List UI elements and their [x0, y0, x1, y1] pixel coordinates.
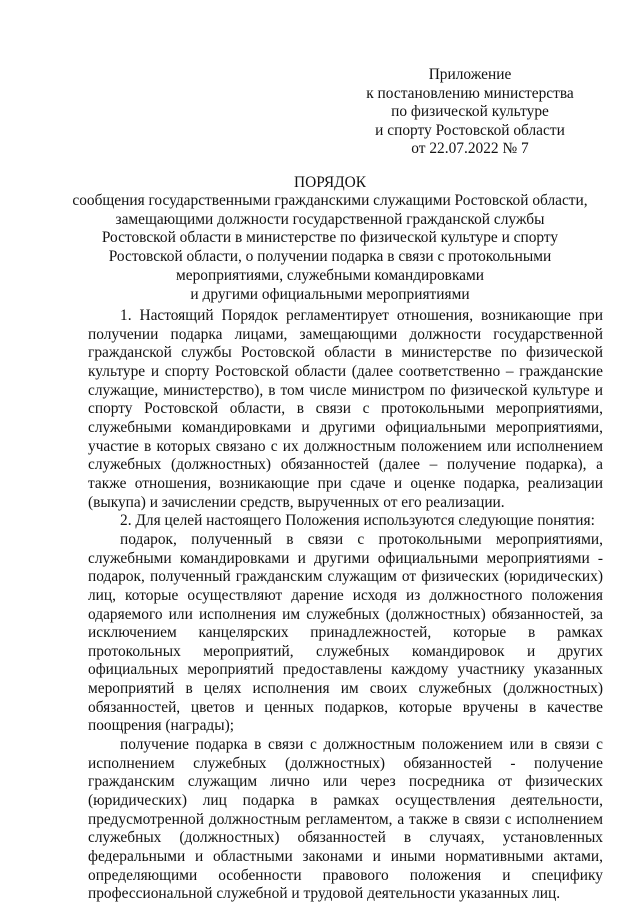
document-body — [88, 307, 603, 904]
appendix-line: по физической культуре — [391, 103, 549, 121]
appendix-line: к постановлению министерства — [366, 84, 574, 102]
subtitle-line: мероприятиями, служебными командировками — [176, 266, 484, 284]
subtitle-line: замещающими должности государственной гражданской службы — [115, 210, 545, 228]
appendix-line: от 22.07.2022 № 7 — [411, 140, 529, 158]
subtitle-line: Ростовской области, о получении подарка в связи с протокольными — [108, 248, 552, 266]
appendix-note — [340, 66, 600, 159]
definition-gift: подарок, полученный в связи с протокольными мероприятиями, служебными командировками и другими официальными мероприятиями - подарок, полученный гражданским служащим от физических (юридических) лиц, которые осуществляют дарение исходя из должностного положения одаряемого или исполнения им служебных (должностных) обязанностей, за исключением канцелярских принадлежностей, которые в рамках протокольных мероприятий, служебных командировок и других официальных мероприятий предоставлены каждому участнику указанных мероприятий в целях исполнения им своих служебных (должностных) обязанностей, цветов и ценных подарков, которые вручены в качестве поощрения (награды); — [88, 530, 603, 735]
appendix-line: и спорту Ростовской области — [375, 121, 565, 139]
appendix-line: Приложение — [428, 66, 512, 83]
subtitle-line: и другими официальными мероприятиями — [190, 285, 470, 303]
subtitle-line: сообщения государственными гражданскими служащими Ростовской области, — [72, 192, 588, 209]
definition-receiving-gift: получение подарка в связи с должностным положением или в связи с исполнением служебных (должностных) обязанностей - получение гражданским служащим лично или через посредника от физических (юридических) лиц подарка в рамках осуществления деятельности, предусмотренной должностным регламентом, а также в связи с исполнением служебных (должностных) обязанностей в случаях, установленных федеральными и областными законами и иными нормативными актами, определяющими особенности правового положения и специфику профессиональной служебной и трудовой деятельности указанных лиц. — [88, 736, 603, 903]
document-subtitle — [60, 192, 600, 304]
paragraph-1: 1. Настоящий Порядок регламентирует отношения, возникающие при получении подарка лицами, замещающими должности государственной гражданской службы Ростовской области в министерстве по физической культуре и спорту Ростовской области (далее соответственно – гражданские служащие, министерство), в том числе министром по физической культуре и спорту Ростовской области, в связи с протокольными мероприятиями, служебными командировками и другими официальными мероприятиями, участие в которых связано с их должностным положением или исполнением служебных (должностных) обязанностей (далее – получение подарка), а также отношения, возникающие при сдаче и оценке подарка, реализации (выкупа) и зачислении средств, вырученных от его реализации. — [88, 307, 603, 511]
document-title: ПОРЯДОК — [294, 174, 366, 191]
subtitle-line: Ростовской области в министерстве по физической культуре и спорту — [101, 229, 559, 247]
paragraph-2: 2. Для целей настоящего Положения используются следующие понятия: — [120, 512, 595, 530]
